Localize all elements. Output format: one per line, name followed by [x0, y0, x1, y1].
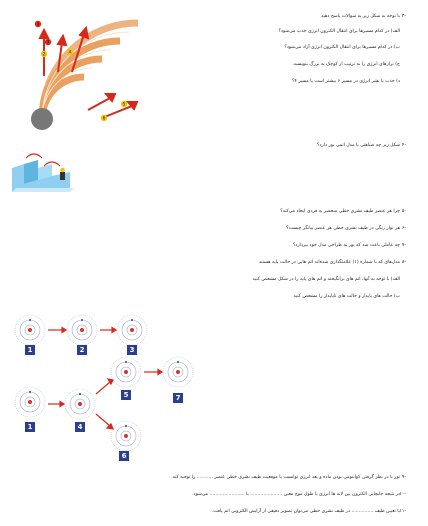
- nucleus-icon: [31, 108, 53, 130]
- question-11-line-1: با تعیین طیف ............... در طیف نشری خطی می‌توان تصویر دقیقی از آرایش الکترونی اتم یافت.: [211, 509, 400, 514]
- question-3-line-3: ب) در کدام مسیرها برای انتقال الکترون انرژی آزاد می‌شود؟: [284, 45, 400, 50]
- label-6: 6: [102, 115, 106, 121]
- atom-label-box-bottom-1: 1: [25, 422, 35, 432]
- atom-bottom-7: [163, 357, 193, 387]
- question-9-number: ۹-: [401, 475, 406, 480]
- question-7-line-1: چه عاملی باعث شد که بور به طراحی مدل خود بپردازد؟: [292, 243, 400, 248]
- atom-label-box-4: 4: [75, 422, 85, 432]
- atom-bottom-1: [15, 387, 45, 417]
- question-3-line-5: د) جذب یا نشر انرژی در مسیر ۶ بیشتر است یا مسیر ۴؟: [291, 79, 400, 84]
- question-4-line-1: شکل زیر چه شباهتی با مدل اتمی بور دارد؟: [317, 143, 400, 148]
- question-9-line-1: نور با در نظر گرفتن کوانتومی بودن ماده و بعد انرژی توانست با موقعیت طیف نشری خطی عنصر ........... را توجیه کند.: [171, 475, 400, 480]
- figure-icon: [60, 172, 65, 180]
- atom-bottom-4: [65, 389, 95, 419]
- atom-bottom-5: [111, 357, 141, 387]
- question-3-line-4: ج) ترازهای انرژی را به ترتیب از کوچک به بزرگ بنویسید.: [292, 62, 400, 67]
- question-8-line-1: مدل‌های که با شماره (۱) علامتگذاری شده‌اند اتم هایی در حالت پایه هستند: [258, 260, 400, 265]
- label-5: 5: [122, 101, 126, 107]
- question-4-number: ۴-: [401, 143, 406, 148]
- question-10-line-1: در نتیجه جابجایی الکترون بین لایه ها انرژی با طول موج معین ...................... یا ........................ می‌شود.: [192, 492, 400, 497]
- label-3: 3: [46, 39, 50, 45]
- question-5-line-1: چرا هر عنصر طیف نشری خطی منحصر به فردی ایجاد می‌کند؟: [280, 209, 400, 214]
- label-4: 4: [68, 49, 72, 55]
- question-5-number: ۵-: [401, 209, 406, 214]
- atom-label-box-6: 6: [119, 451, 129, 461]
- question-10-number: ۱۰-: [399, 492, 406, 497]
- staircase-figure: [8, 148, 78, 196]
- question-7-number: ۷-: [401, 243, 406, 248]
- atom-label-box-2: 2: [77, 345, 87, 355]
- energy-levels-figure: [14, 14, 164, 134]
- transition-arrow-4: [88, 98, 110, 110]
- atom-states-figure: [10, 312, 210, 472]
- atom-label-box-3: 3: [127, 345, 137, 355]
- question-3-line-1: با توجه به شکل زیر به سوالات پاسخ دهید: [321, 14, 400, 19]
- label-2: 2: [42, 51, 46, 57]
- atom-top-1: [15, 315, 45, 345]
- atom-label-box-5: 5: [121, 390, 131, 400]
- question-6-line-1: هر نوار رنگی در طیف نشری خطی هر عنصر بیانگر چیست؟: [286, 226, 400, 231]
- question-3-number: ۳-: [401, 14, 406, 19]
- atom-top-2: [67, 315, 97, 345]
- question-6-number: ۶-: [401, 226, 406, 231]
- atom-top-3: [117, 315, 147, 345]
- label-1: 1: [36, 21, 40, 27]
- atom-label-box-1: 1: [25, 345, 35, 355]
- question-8-line-2: الف) با توجه به آنها، اتم های برانگیخته و اتم های پایه را در شکل مشخص کنید: [252, 277, 400, 282]
- question-3-line-2: الف) در کدام مسیرها برای انتقال الکترون انرژی جذب می‌شود؟: [278, 29, 400, 34]
- question-11-number: ۱۱-: [399, 509, 406, 514]
- atom-label-box-7: 7: [173, 393, 183, 403]
- question-8-line-3: ب) حالت های پایدار و حالت های ناپایدار را مشخص کنید: [293, 294, 400, 299]
- atom-bottom-6: [111, 421, 141, 451]
- question-8-number: ۸-: [401, 260, 406, 265]
